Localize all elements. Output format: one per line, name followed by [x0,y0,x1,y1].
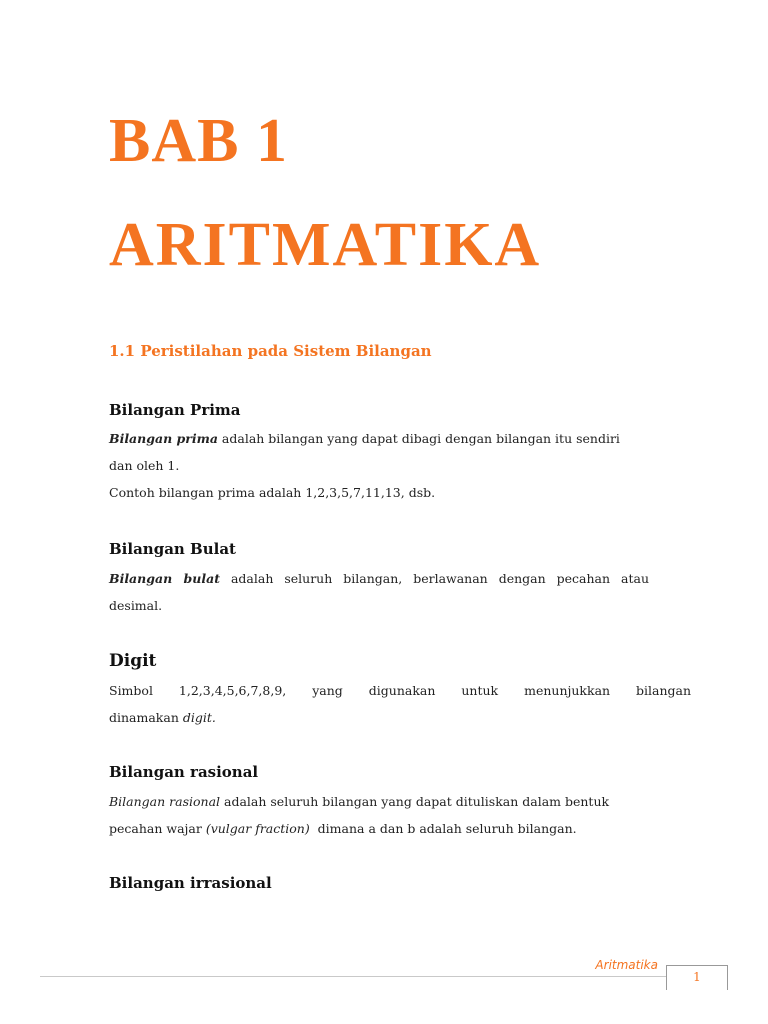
heading-digit: Digit [109,651,157,671]
page-number-box [666,965,728,990]
bulat-line-1 [109,565,658,592]
prima-line-1 [109,425,658,452]
heading-bilangan-prima: Bilangan Prima [109,401,241,419]
paragraph-bilangan-bulat [109,565,658,619]
paragraph-bilangan-rasional [109,788,658,842]
section-heading: 1.1 Peristilahan pada Sistem Bilangan [109,342,432,360]
bulat-line-2: desimal. [109,598,163,613]
page-number: 1 [693,970,701,984]
footer-chapter-label: Aritmatika [595,958,658,972]
chapter-number: BAB 1 [109,107,288,175]
paragraph-digit [109,677,692,731]
digit-line-1: Simbol 1,2,3,4,5,6,7,8,9, yang digunakan untuk menunjukkan bilangan [109,683,692,698]
paragraph-bilangan-prima [109,425,658,506]
prima-line-3: Contoh bilangan prima adalah 1,2,3,5,7,11,13, dsb. [109,485,436,500]
rasional-term-vulgar: (vulgar fraction) [205,821,310,836]
prima-line-1-text: adalah bilangan yang dapat dibagi dengan bilangan itu sendiri [217,431,620,446]
heading-bilangan-rasional: Bilangan rasional [109,763,259,781]
bulat-line-1-text: adalah seluruh bilangan, berlawanan dengan pecahan atau [219,571,649,586]
prima-term: Bilangan prima [109,431,218,446]
bulat-term: Bilangan bulat [109,571,220,586]
rasional-line-2-prefix: pecahan wajar [109,821,206,836]
rasional-line-2-rest: dimana a dan b adalah seluruh bilangan. [309,821,577,836]
rasional-line-1-text: adalah seluruh bilangan yang dapat dituliskan dalam bentuk [220,794,610,809]
chapter-title: ARITMATIKA [109,211,542,279]
digit-term: digit. [182,710,216,725]
digit-line-2 [109,704,658,731]
footer-divider [40,976,726,977]
rasional-line-2 [109,815,658,842]
heading-bilangan-irrasional: Bilangan irrasional [109,874,272,892]
rasional-line-1 [109,788,658,815]
digit-line-2-text: dinamakan [109,710,183,725]
prima-line-2: dan oleh 1. [109,458,180,473]
rasional-term: Bilangan rasional [109,794,221,809]
heading-bilangan-bulat: Bilangan Bulat [109,540,236,558]
